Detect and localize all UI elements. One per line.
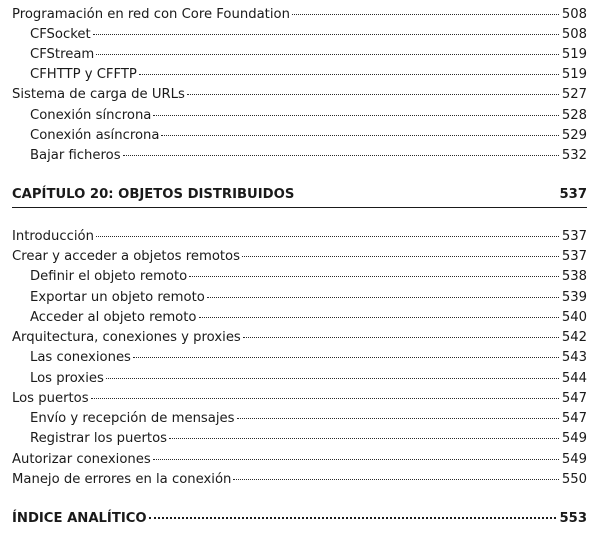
toc-entry	[30, 107, 587, 125]
toc-entry-title: Conexión síncrona	[30, 108, 152, 123]
toc-entry-title: Envío y recepción de mensajes	[30, 411, 235, 426]
chapter-rule	[12, 207, 587, 208]
toc-entry-title: Bajar ficheros	[30, 148, 121, 163]
toc-entry-page: 529	[561, 128, 587, 143]
toc-entry	[12, 451, 587, 469]
dot-leader	[292, 14, 559, 15]
toc-entry-title: Las conexiones	[30, 350, 131, 365]
chapter-heading	[12, 187, 587, 202]
toc-entry	[12, 6, 587, 24]
toc-entry-page: 540	[561, 310, 587, 325]
dot-leader	[187, 94, 559, 95]
dot-leader	[133, 357, 559, 358]
toc-entry	[30, 268, 587, 286]
toc-entry-page: 519	[561, 67, 587, 82]
dot-leader	[242, 256, 559, 257]
toc-entry-page: 547	[561, 391, 587, 406]
toc-entry	[12, 228, 587, 246]
toc-entry-page: 543	[561, 350, 587, 365]
toc-entry	[30, 309, 587, 327]
toc-entry-title: Conexión asíncrona	[30, 128, 160, 143]
toc-entry-page: 528	[561, 108, 587, 123]
toc-entry	[30, 370, 587, 388]
index-page: 553	[559, 511, 587, 526]
dot-leader	[237, 418, 559, 419]
toc-entry	[12, 471, 587, 489]
dot-leader	[161, 135, 558, 136]
toc-entry-title: CFSocket	[30, 27, 91, 42]
toc-entry	[30, 147, 587, 165]
toc-entry-page: 508	[561, 7, 587, 22]
toc-entry-page: 544	[561, 371, 587, 386]
toc-entry-title: Los proxies	[30, 371, 104, 386]
toc-entry	[30, 349, 587, 367]
toc-entry-page: 508	[561, 27, 587, 42]
toc-entry-title: CFHTTP y CFFTP	[30, 67, 137, 82]
toc-entry-title: Crear y acceder a objetos remotos	[12, 249, 240, 264]
toc-entry-title: Acceder al objeto remoto	[30, 310, 197, 325]
toc-entry	[12, 86, 587, 104]
toc-entry-title: Registrar los puertos	[30, 431, 168, 446]
toc-entry	[30, 66, 587, 84]
toc-entry	[30, 127, 587, 145]
chapter-page: 537	[559, 187, 587, 202]
toc-entry-title: Exportar un objeto remoto	[30, 290, 205, 305]
dot-leader	[189, 276, 559, 277]
toc-entry-title: Definir el objeto remoto	[30, 269, 188, 284]
toc-entry-page: 549	[561, 431, 587, 446]
toc-entry	[30, 410, 587, 428]
toc-entry-title: Programación en red con Core Foundation	[12, 7, 290, 22]
toc-entry-page: 539	[561, 290, 587, 305]
chapter-title: CAPÍTULO 20: OBJETOS DISTRIBUIDOS	[12, 187, 295, 202]
toc-entry-page: 538	[561, 269, 587, 284]
dot-leader	[96, 236, 559, 237]
dot-leader	[169, 438, 559, 439]
toc-entry	[30, 289, 587, 307]
dot-leader	[153, 459, 559, 460]
toc-entry-title: CFStream	[30, 47, 95, 62]
toc-entry-page: 527	[561, 87, 587, 102]
dot-leader	[106, 378, 559, 379]
dot-leader	[243, 337, 559, 338]
toc-entry-page: 537	[561, 229, 587, 244]
dot-leader	[91, 398, 559, 399]
toc-entry-title: Sistema de carga de URLs	[12, 87, 185, 102]
toc-entry-title: Los puertos	[12, 391, 89, 406]
toc-entry-page: 550	[561, 472, 587, 487]
dot-leader	[207, 297, 559, 298]
toc-entry-page: 542	[561, 330, 587, 345]
toc-entry-title: Manejo de errores en la conexión	[12, 472, 232, 487]
toc-entry-page: 547	[561, 411, 587, 426]
toc-entry-page: 519	[561, 47, 587, 62]
dot-leader	[96, 54, 559, 55]
toc-entry-title: Introducción	[12, 229, 94, 244]
toc-entry	[30, 46, 587, 64]
dot-leader	[149, 517, 557, 519]
toc-entry	[30, 430, 587, 448]
dot-leader	[93, 34, 559, 35]
toc-entry	[30, 26, 587, 44]
toc-entry-page: 537	[561, 249, 587, 264]
toc-entry-page: 532	[561, 148, 587, 163]
toc-entry-page: 549	[561, 452, 587, 467]
toc-entry	[12, 248, 587, 266]
dot-leader	[153, 115, 558, 116]
toc-entry-title: Arquitectura, conexiones y proxies	[12, 330, 241, 345]
dot-leader	[139, 74, 559, 75]
dot-leader	[199, 317, 559, 318]
index-entry	[12, 511, 587, 526]
index-title: ÍNDICE ANALÍTICO	[12, 511, 147, 526]
toc-entry	[12, 390, 587, 408]
dot-leader	[233, 479, 558, 480]
dot-leader	[123, 155, 559, 156]
toc-entry	[12, 329, 587, 347]
toc-entry-title: Autorizar conexiones	[12, 452, 151, 467]
